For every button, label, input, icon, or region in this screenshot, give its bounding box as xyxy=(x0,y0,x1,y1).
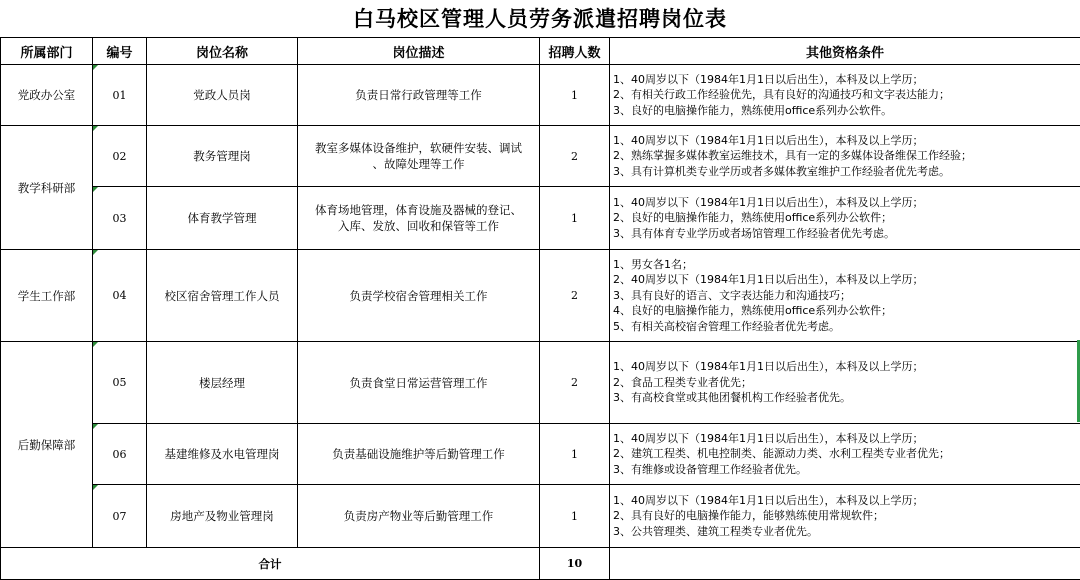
no-cell: 02 xyxy=(93,126,147,187)
no-cell: 07 xyxy=(93,485,147,548)
req-line: 1、40周岁以下（1984年1月1日以后出生），本科及以上学历； xyxy=(613,72,924,86)
desc-line: 负责日常行政管理等工作 xyxy=(355,88,482,102)
position-cell: 房地产及物业管理岗 xyxy=(147,485,298,548)
desc-line: 负责食堂日常运营管理工作 xyxy=(349,375,488,390)
desc-line: 教室多媒体设备维护，软硬件安装、调试 xyxy=(315,141,522,155)
desc-line: 负责基础设施维护等后勤管理工作 xyxy=(332,447,505,461)
req-line: 2、熟练掌握多媒体教室运维技术，具有一定的多媒体设备维保工作经验； xyxy=(613,149,972,163)
req-line: 1、40周岁以下（1984年1月1日以后出生），本科及以上学历； xyxy=(613,431,924,445)
table-row xyxy=(1,424,1080,485)
req-line: 3、有维修或设备管理工作经验者优先。 xyxy=(613,462,807,476)
count-cell: 1 xyxy=(540,187,610,250)
req-line: 3、有高校食堂或其他团餐机构工作经验者优先。 xyxy=(613,391,851,405)
req-line: 1、40周岁以下（1984年1月1日以后出生），本科及以上学历； xyxy=(613,360,924,374)
header-req: 其他资格条件 xyxy=(610,38,1080,65)
dept-cell: 后勤保障部 xyxy=(1,342,93,548)
header-position: 岗位名称 xyxy=(147,38,298,65)
count-cell: 2 xyxy=(540,126,610,187)
page-title: 白马校区管理人员劳务派遣招聘岗位表 xyxy=(353,6,727,31)
req-cell xyxy=(610,65,1080,126)
table-row xyxy=(1,187,1080,250)
position-cell: 校区宿舍管理工作人员 xyxy=(147,250,298,342)
total-row xyxy=(1,548,1080,580)
total-label: 合计 xyxy=(1,548,540,580)
req-line: 3、良好的电脑操作能力，熟练使用office系列办公软件。 xyxy=(613,103,893,117)
req-cell xyxy=(610,250,1080,342)
desc-cell xyxy=(298,250,540,342)
req-line: 2、具有良好的电脑操作能力，能够熟练使用常规软件； xyxy=(613,509,884,523)
position-cell: 基建维修及水电管理岗 xyxy=(147,424,298,485)
no-cell: 06 xyxy=(93,424,147,485)
no-cell: 03 xyxy=(93,187,147,250)
req-cell xyxy=(610,485,1080,548)
no-cell: 04 xyxy=(93,250,147,342)
header-no: 编号 xyxy=(93,38,147,65)
req-line: 2、食品工程类专业者优先； xyxy=(613,375,752,389)
count-cell: 1 xyxy=(540,65,610,126)
req-line: 3、具有良好的语言、文字表达能力和沟通技巧； xyxy=(613,288,851,302)
dept-cell: 教学科研部 xyxy=(1,126,93,250)
desc-cell xyxy=(298,65,540,126)
table-row xyxy=(1,485,1080,548)
desc-line: 负责学校宿舍管理相关工作 xyxy=(349,288,488,303)
req-line: 2、良好的电脑操作能力，熟练使用office系列办公软件； xyxy=(613,211,893,225)
position-cell: 体育教学管理 xyxy=(147,187,298,250)
req-line: 2、40周岁以下（1984年1月1日以后出生），本科及以上学历； xyxy=(613,273,924,287)
desc-cell xyxy=(298,424,540,485)
desc-cell xyxy=(298,187,540,250)
count-cell: 1 xyxy=(540,485,610,548)
req-line: 3、具有体育专业学历或者场馆管理工作经验者优先考虑。 xyxy=(613,226,895,240)
header-row xyxy=(1,38,1080,65)
table-row xyxy=(1,342,1080,424)
position-cell: 党政人员岗 xyxy=(147,65,298,126)
req-cell xyxy=(610,342,1080,424)
header-dept: 所属部门 xyxy=(1,38,93,65)
req-line: 1、40周岁以下（1984年1月1日以后出生），本科及以上学历； xyxy=(613,195,924,209)
req-line: 1、40周岁以下（1984年1月1日以后出生），本科及以上学历； xyxy=(613,493,924,507)
desc-cell xyxy=(298,485,540,548)
dept-cell: 党政办公室 xyxy=(1,65,93,126)
position-cell: 教务管理岗 xyxy=(147,126,298,187)
total-count: 10 xyxy=(540,548,610,580)
desc-line: 负责房产物业等后勤管理工作 xyxy=(343,509,494,523)
req-cell xyxy=(610,187,1080,250)
no-cell: 01 xyxy=(93,65,147,126)
position-cell: 楼层经理 xyxy=(147,342,298,424)
recruitment-table xyxy=(0,37,1080,580)
header-desc: 岗位描述 xyxy=(298,38,540,65)
dept-cell: 学生工作部 xyxy=(1,250,93,342)
req-line: 1、40周岁以下（1984年1月1日以后出生），本科及以上学历； xyxy=(613,133,924,147)
req-line: 3、公共管理类、建筑工程类专业者优先。 xyxy=(613,524,818,538)
req-line: 2、有相关行政工作经验优先，具有良好的沟通技巧和文字表达能力； xyxy=(613,88,950,102)
req-cell xyxy=(610,424,1080,485)
table-row xyxy=(1,126,1080,187)
total-req-cell xyxy=(610,548,1080,580)
desc-line: 体育场地管理，体育设施及器械的登记、 xyxy=(315,203,522,217)
desc-cell xyxy=(298,342,540,424)
no-cell: 05 xyxy=(93,342,147,424)
table-row xyxy=(1,250,1080,342)
count-cell: 2 xyxy=(540,342,610,424)
count-cell: 1 xyxy=(540,424,610,485)
req-line: 3、具有计算机类专业学历或者多媒体教室维护工作经验者优先考虑。 xyxy=(613,164,950,178)
header-count: 招聘人数 xyxy=(540,38,610,65)
req-line: 4、良好的电脑操作能力，熟练使用office系列办公软件； xyxy=(613,304,893,318)
desc-cell xyxy=(298,126,540,187)
table-row xyxy=(1,65,1080,126)
req-line: 2、建筑工程类、机电控制类、能源动力类、水利工程类专业者优先； xyxy=(613,447,950,461)
desc-line: 入库、发放、回收和保管等工作 xyxy=(338,219,499,233)
req-line: 1、男女各1名； xyxy=(613,257,693,271)
count-cell: 2 xyxy=(540,250,610,342)
req-line: 5、有相关高校宿舍管理工作经验者优先考虑。 xyxy=(613,319,840,333)
req-cell xyxy=(610,126,1080,187)
desc-line: 、故障处理等工作 xyxy=(372,157,465,171)
